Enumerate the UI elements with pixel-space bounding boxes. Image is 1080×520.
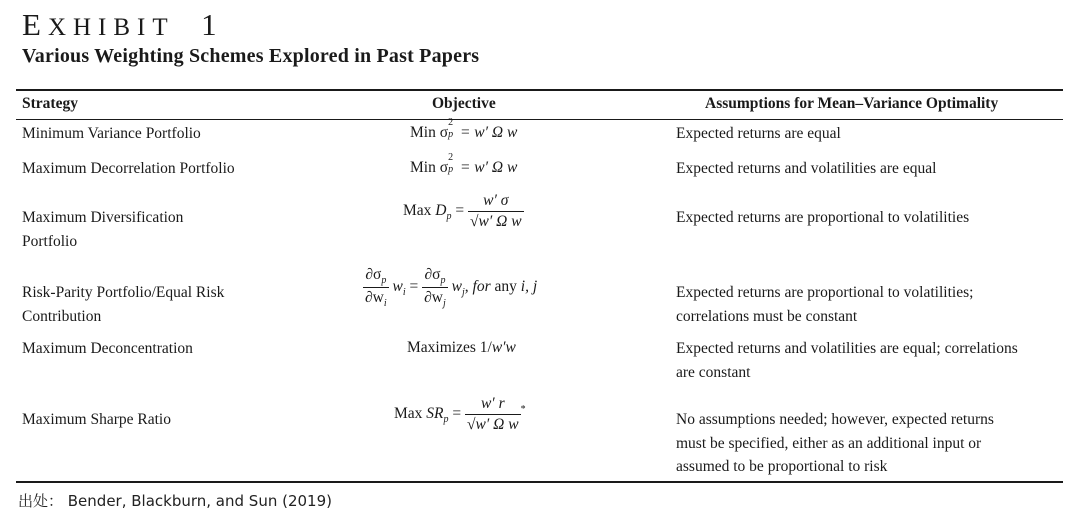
header-strategy: Strategy <box>22 95 78 112</box>
source-note: 出处： Bender, Blackburn, and Sun (2019) <box>18 492 332 510</box>
table-bottom-rule <box>16 481 1063 483</box>
row-4-strategy: Risk-Parity Portfolio/Equal Risk Contribution <box>22 284 225 325</box>
row-1-assumptions: Expected returns are equal <box>676 125 841 142</box>
risk-parity-fraction-j: $\frac{\partial\sigma_p}{\partial w_j}$ <box>424 266 446 309</box>
row-3-objective: Max $D_p$ = $\frac{w' \sigma}{\text{√w′ Ω w}}$ <box>403 192 522 230</box>
sharpe-fraction: $\frac{w' r}{\text{√w′ Ω w}}$ <box>467 395 519 433</box>
row-5-objective: Maximizes 1/w′w <box>407 339 516 356</box>
row-6-objective: Max $SR_p$ = $\frac{w' r}{\text{√w′ Ω w}}$ * <box>394 395 526 433</box>
row-3-assumptions: Expected returns are proportional to volatilities <box>676 209 970 226</box>
row-6-assumptions: No assumptions needed; however, expected returns must be specified, either as an additional input or assumed to be proportional to risk <box>676 411 994 475</box>
row-5-assumptions: Expected returns and volatilities are equal; correlations are constant <box>676 340 1018 381</box>
row-3-strategy: Maximum Diversification Portfolio <box>22 209 184 250</box>
row-4-assumptions: Expected returns are proportional to volatilities; correlations must be constant <box>676 284 974 325</box>
row-5-strategy: Maximum Deconcentration <box>22 340 193 357</box>
row-1-objective: Min σ 2 p = w′ Ω w <box>410 117 518 141</box>
row-2-strategy: Maximum Decorrelation Portfolio <box>22 160 235 177</box>
header-assumptions: Assumptions for Mean–Variance Optimality <box>705 95 999 112</box>
row-2-assumptions: Expected returns and volatilities are equal <box>676 160 937 177</box>
header-objective: Objective <box>432 95 496 112</box>
row-6-strategy: Maximum Sharpe Ratio <box>22 411 171 428</box>
row-4-objective: $\frac{\partial\sigma_p}{\partial w_i}$ $w_i$ = $\frac{\partial\sigma_p}{\partial w_j}$ $w_j$, for any i, j <box>365 266 538 309</box>
table-top-rule <box>16 89 1063 91</box>
table-header-rule <box>16 119 1063 120</box>
exhibit-title: EXHIBIT 1 <box>22 7 224 42</box>
exhibit-subtitle: Various Weighting Schemes Explored in Past Papers <box>22 45 480 67</box>
row-2-objective: Min σ 2 p = w′ Ω w <box>410 152 518 176</box>
risk-parity-fraction-i: $\frac{\partial\sigma_p}{\partial w_i}$ <box>365 266 387 309</box>
diversification-fraction: $\frac{w' \sigma}{\text{√w′ Ω w}}$ <box>470 192 522 230</box>
row-1-strategy: Minimum Variance Portfolio <box>22 125 201 142</box>
